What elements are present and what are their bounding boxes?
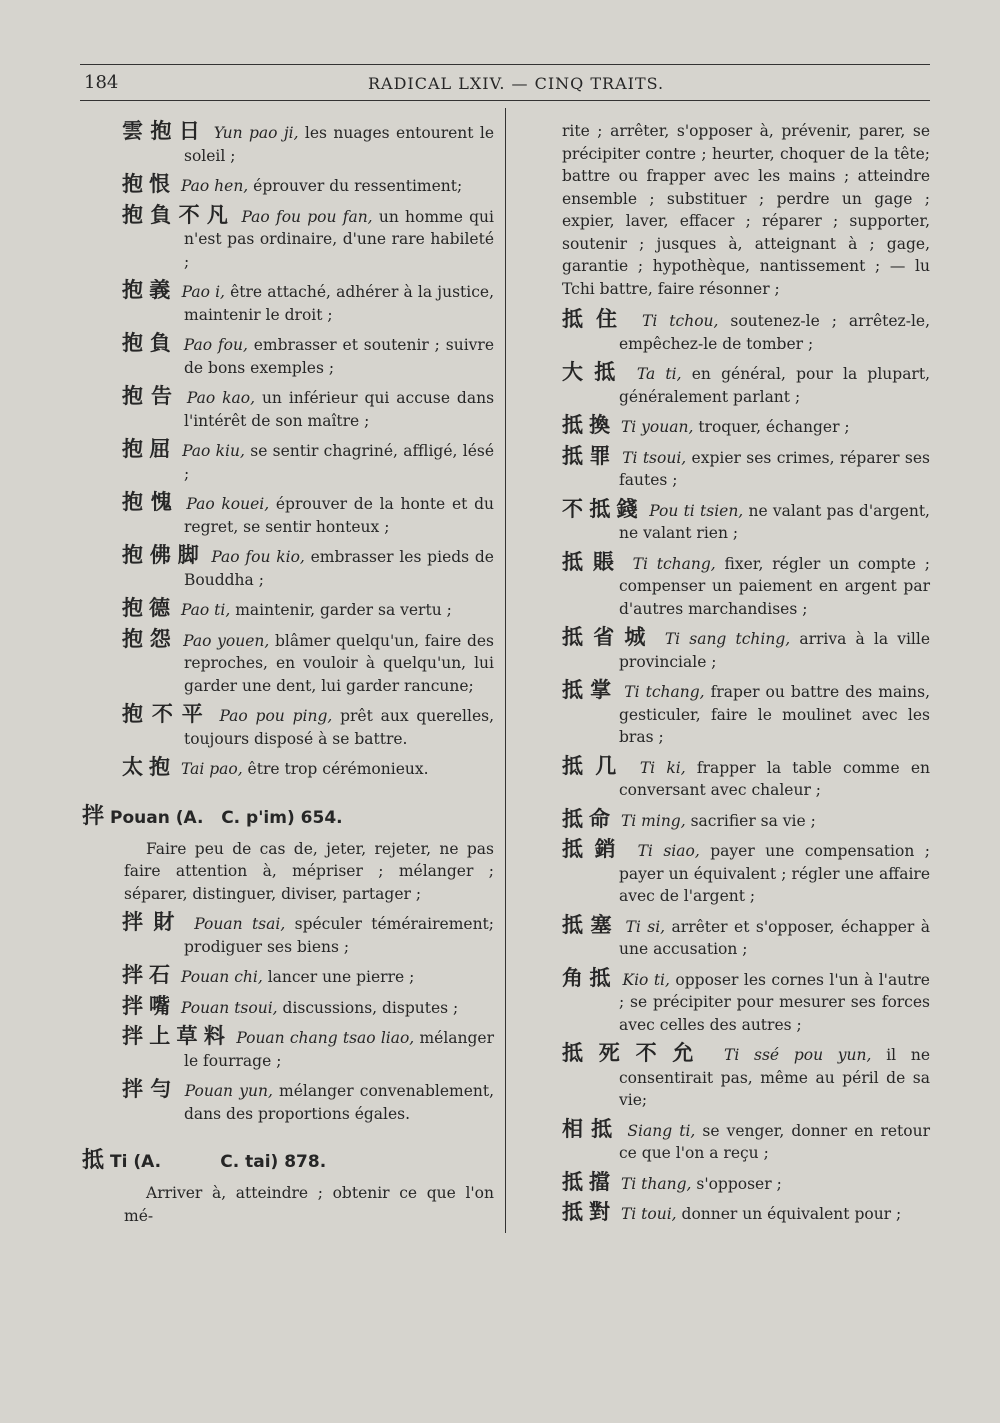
entry-definition: maintenir, garder sa vertu ; xyxy=(230,601,452,619)
entry-characters: 抱負 xyxy=(122,331,178,355)
dictionary-entry xyxy=(122,385,494,432)
dictionary-entry xyxy=(562,967,930,1037)
entry-characters: 抵省城 xyxy=(562,625,656,649)
column-divider xyxy=(505,108,506,1233)
entry-definition: opposer les cornes l'un à l'autre ; se précipiter pour mesurer ses forces avec celles des autres ; xyxy=(619,970,930,1034)
entry-characters: 抱恨 xyxy=(122,172,176,196)
dictionary-entry xyxy=(122,703,494,750)
dictionary-entry xyxy=(122,1078,494,1125)
entry-romanization: Yun pao ji, xyxy=(213,124,299,142)
entry-romanization: Pao fou, xyxy=(183,336,248,354)
dictionary-entry xyxy=(562,551,930,621)
entry-romanization: Ti ssé pou yun, xyxy=(723,1046,872,1064)
headword-pouan-char: 拌 xyxy=(82,803,105,829)
entry-characters: 抱告 xyxy=(122,384,180,408)
dictionary-entry xyxy=(562,1118,930,1165)
entry-characters: 抵掌 xyxy=(562,678,619,702)
dictionary-entry xyxy=(562,498,930,545)
dictionary-entry xyxy=(562,626,930,673)
entry-characters: 拌石 xyxy=(122,963,176,987)
entry-characters: 抵擋 xyxy=(562,1169,616,1194)
entry-characters: 大抵 xyxy=(562,360,627,384)
entry-definition: lancer une pierre ; xyxy=(262,968,415,986)
dictionary-entry xyxy=(122,120,494,167)
dictionary-entry xyxy=(122,756,494,781)
dictionary-entry xyxy=(122,438,494,485)
dictionary-entry xyxy=(122,544,494,591)
entry-romanization: Pao kouei, xyxy=(186,495,270,513)
entry-characters: 抵對 xyxy=(562,1200,616,1224)
dictionary-entry xyxy=(122,1025,494,1072)
entry-definition: un homme qui n'est pas ordinaire, d'une rare habileté ; xyxy=(184,207,494,271)
dictionary-entry xyxy=(122,964,494,989)
entry-romanization: Ti si, xyxy=(625,917,666,936)
entry-characters: 拌嘴 xyxy=(122,993,176,1018)
entry-romanization: Pouan chang tsao liao, xyxy=(236,1029,415,1047)
entry-characters: 抱不平 xyxy=(122,702,212,726)
dictionary-entry xyxy=(562,414,930,439)
entry-romanization: Pouan tsoui, xyxy=(180,998,278,1017)
entry-definition: arrêter et s'opposer, échapper à une accusation ; xyxy=(619,917,931,958)
entry-characters: 抵死不允 xyxy=(562,1041,710,1065)
entry-romanization: Ti tchang, xyxy=(624,683,705,701)
page-number: 184 xyxy=(84,72,119,93)
entry-characters: 抱負不凡 xyxy=(122,202,236,227)
entry-definition: éprouver du ressentiment; xyxy=(248,177,463,195)
entry-romanization: Ta ti, xyxy=(636,365,682,383)
entry-romanization: Ti siao, xyxy=(637,842,700,860)
entry-characters: 抱義 xyxy=(122,278,177,302)
entry-definition: expier ses crimes, réparer ses fautes ; xyxy=(619,448,931,489)
dictionary-entry xyxy=(122,597,494,622)
entry-definition: il ne consentirait pas, même au péril de sa vie; xyxy=(619,1046,930,1109)
headword-ti-definition: Arriver à, atteindre ; obtenir ce que l'on mé- xyxy=(124,1184,494,1225)
entry-romanization: Pao youen, xyxy=(183,631,270,650)
dictionary-entry xyxy=(122,491,494,538)
dictionary-entry xyxy=(562,445,930,492)
dictionary-entry xyxy=(122,995,494,1020)
dictionary-entry xyxy=(122,911,494,958)
entry-romanization: Pao kiu, xyxy=(182,442,245,460)
entry-characters: 拌上草料 xyxy=(122,1024,232,1048)
entry-characters: 拌勻 xyxy=(122,1077,179,1101)
headword-ti-label: Ti (A. C. tai) 878. xyxy=(110,1152,327,1172)
entry-definition: ne valant pas d'argent, ne valant rien ; xyxy=(619,501,930,542)
dictionary-entry xyxy=(562,1042,930,1112)
entry-characters: 抱佛脚 xyxy=(122,543,206,567)
entry-romanization: Pao hen, xyxy=(180,177,249,195)
entry-characters: 拌財 xyxy=(122,910,185,934)
entry-romanization: Ti ki, xyxy=(639,758,686,777)
entry-romanization: Ti toui, xyxy=(620,1205,677,1223)
headword-pouan xyxy=(82,799,494,830)
entry-romanization: Pao i, xyxy=(181,283,225,301)
entry-romanization: Tai pao, xyxy=(180,760,243,778)
entry-definition: s'opposer ; xyxy=(691,1174,782,1193)
entry-characters: 太抱 xyxy=(122,755,176,779)
dictionary-entry xyxy=(562,838,930,908)
entry-romanization: Ti sang tching, xyxy=(664,630,791,648)
dictionary-entry xyxy=(562,679,930,749)
entry-characters: 抵銷 xyxy=(562,837,628,861)
entry-definition: les nuages entourent le soleil ; xyxy=(184,124,495,165)
entry-characters: 抵罪 xyxy=(562,443,617,468)
entry-definition: frapper la table comme en conversant avec chaleur ; xyxy=(619,758,931,799)
headword-pouan-definition: Faire peu de cas de, jeter, rejeter, ne pas faire attention à, mépriser ; mélanger ; séparer, distinguer, diviser, partager ; xyxy=(124,839,494,903)
dictionary-entry xyxy=(562,361,930,408)
dictionary-entry xyxy=(562,755,930,802)
entry-definition: blâmer quelqu'un, faire des reproches, en vouloir à quelqu'un, lui garder une dent, lui garder rancune; xyxy=(184,631,494,695)
entry-definition: fraper ou battre des mains, gesticuler, faire le moulinet avec les bras ; xyxy=(619,683,931,746)
dictionary-entry xyxy=(562,308,930,355)
entry-characters: 抵住 xyxy=(562,307,631,331)
entry-characters: 抵換 xyxy=(562,413,616,437)
entry-romanization: Pao ti, xyxy=(180,601,231,619)
dictionary-entry xyxy=(122,332,494,379)
entry-romanization: Pao fou pou fan, xyxy=(241,207,373,226)
entry-definition: être trop cérémonieux. xyxy=(242,760,429,778)
entry-characters: 抱怨 xyxy=(122,626,178,651)
dictionary-entry xyxy=(122,628,494,698)
entry-romanization: Ti tchou, xyxy=(642,312,719,330)
dictionary-entry xyxy=(562,1201,930,1226)
entry-characters: 不抵錢 xyxy=(562,496,644,521)
entry-definition: embrasser et soutenir ; suivre de bons exemples ; xyxy=(184,336,494,377)
headword-ti xyxy=(82,1143,494,1174)
entry-romanization: Pouan chi, xyxy=(180,968,263,986)
entry-romanization: Ti tsoui, xyxy=(622,448,687,467)
headword-pouan-label: Pouan (A. C. p'im) 654. xyxy=(110,807,343,828)
entry-characters: 雲抱日 xyxy=(122,119,208,143)
entry-characters: 抵塞 xyxy=(562,912,620,937)
entry-characters: 抵几 xyxy=(562,753,629,778)
entry-romanization: Kio ti, xyxy=(622,970,670,989)
entry-definition: discussions, disputes ; xyxy=(277,998,459,1017)
entry-romanization: Pao fou kio, xyxy=(211,548,305,566)
dictionary-entry xyxy=(122,173,494,198)
entry-romanization: Pou ti tsien, xyxy=(649,501,744,520)
dictionary-entry xyxy=(122,204,494,274)
entry-definition: un inférieur qui accuse dans l'intérêt de son maître ; xyxy=(184,389,495,430)
entry-romanization: Siang ti, xyxy=(627,1121,696,1140)
entry-romanization: Ti thang, xyxy=(620,1174,692,1193)
entry-characters: 抵賬 xyxy=(562,549,624,574)
entry-definition: donner un équivalent pour ; xyxy=(676,1205,902,1223)
entry-romanization: Ti ming, xyxy=(620,811,686,830)
entry-romanization: Pouan yun, xyxy=(184,1082,273,1100)
entry-romanization: Pao pou ping, xyxy=(219,707,333,725)
entry-characters: 抱屈 xyxy=(122,437,177,461)
entry-romanization: Pao kao, xyxy=(186,389,256,407)
entry-characters: 相抵 xyxy=(562,1116,621,1141)
entry-romanization: Pouan tsai, xyxy=(194,915,286,933)
entry-romanization: Ti youan, xyxy=(620,418,694,436)
header-top-rule xyxy=(80,64,930,65)
entry-definition: spéculer témérairement; prodiguer ses biens ; xyxy=(184,915,495,956)
dictionary-entry xyxy=(562,1171,930,1196)
continued-definition: rite ; arrêter, s'opposer à, prévenir, parer, se précipiter contre ; heurter, choquer de la tête; battre ou frapper avec les mains ; atteindre ensemble ; substituer ; perdre un gage ; expier, laver, effacer ; réparer ; supporter, soutenir ; jusques à, atteignant à ; gage, garantie ; hypothèque, nantissement ; — lu Tchi battre, faire résonner ; xyxy=(562,122,930,298)
entry-characters: 角抵 xyxy=(562,965,618,990)
entry-definition: mélanger convenablement, dans des proportions égales. xyxy=(184,1082,494,1123)
entry-definition: se venger, donner en retour ce que l'on a reçu ; xyxy=(619,1121,930,1162)
entry-definition: être attaché, adhérer à la justice, maintenir le droit ; xyxy=(184,283,494,324)
entry-definition: sacrifier sa vie ; xyxy=(685,811,816,830)
entry-definition: éprouver de la honte et du regret, se sentir honteux ; xyxy=(184,495,494,536)
headword-ti-char: 抵 xyxy=(82,1148,105,1173)
entry-definition: prêt aux querelles, toujours disposé à se battre. xyxy=(184,707,495,748)
dictionary-entry xyxy=(122,279,494,326)
entry-definition: arriva à la ville provinciale ; xyxy=(619,630,931,671)
running-title: RADICAL LXIV. — CINQ TRAITS. xyxy=(368,74,665,93)
entry-definition: mélanger le fourrage ; xyxy=(184,1029,495,1070)
dictionary-entry xyxy=(562,914,930,961)
entry-definition: troquer, échanger ; xyxy=(693,418,850,436)
header-bottom-rule xyxy=(80,100,930,101)
entry-definition: embrasser les pieds de Bouddha ; xyxy=(184,548,494,589)
entry-characters: 抵命 xyxy=(562,806,616,831)
entry-characters: 抱愧 xyxy=(122,490,180,514)
entry-definition: se sentir chagriné, affligé, lésé ; xyxy=(184,442,494,483)
left-column xyxy=(82,120,494,1233)
entry-romanization: Ti tchang, xyxy=(632,554,716,573)
right-column xyxy=(562,120,930,1232)
entry-definition: payer une compensation ; payer un équivalent ; régler une affaire avec de l'argent ; xyxy=(619,842,930,905)
entry-definition: fixer, régler un compte ; compenser un paiement en argent par d'autres marchandises ; xyxy=(619,554,930,618)
dictionary-entry xyxy=(562,808,930,833)
entry-definition: soutenez-le ; arrêtez-le, empêchez-le de tomber ; xyxy=(619,312,930,353)
entry-definition: en général, pour la plupart, généralement parlant ; xyxy=(619,365,930,406)
entry-characters: 抱德 xyxy=(122,596,176,620)
